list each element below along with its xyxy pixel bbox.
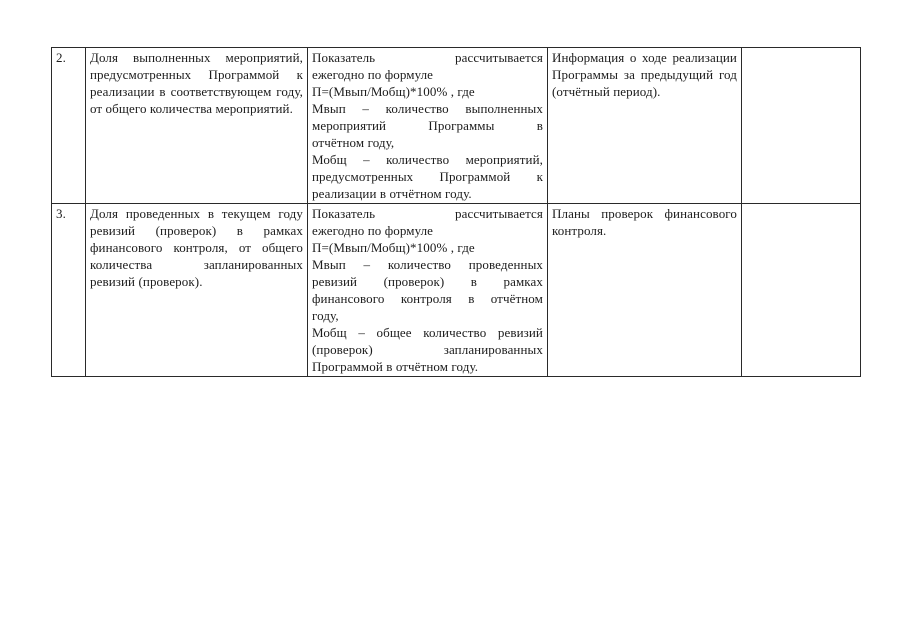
table-row [52,48,861,204]
method-line: Мвып – количество проведенных [312,257,543,272]
indicator-name: Доля выполненных мероприятий, предусмотренных Программой к реализации в соответствующем году, от общего количества мероприятий. [86,48,308,204]
method-line: мероприятий Программы в [312,118,543,133]
indicator-name: Доля проведенных в текущем году ревизий (проверок) в рамках финансового контроля, от общего количества запланированных ревизий (проверок). [86,204,308,377]
method-line: реализации в отчётном году. [312,186,472,201]
extra-cell [742,48,861,204]
method-line: Показатель рассчитывается [312,50,543,65]
method-line: году, [312,308,339,323]
method-line: (проверок) запланированных [312,342,543,357]
table-row [52,204,861,377]
extra-cell [742,204,861,377]
row-number: 2. [52,48,86,204]
method-line: отчётном году, [312,135,395,150]
method-line: Мобщ – количество мероприятий, [312,152,543,167]
method-line: ревизий (проверок) в рамках [312,274,543,289]
method-line: Мобщ – общее количество ревизий [312,325,543,340]
data-source: Планы проверок финансового контроля. [548,204,742,377]
method-line: Показатель рассчитывается [312,206,543,221]
method-line: ежегодно по формуле [312,223,434,238]
method-line: П=(Мвып/Мобщ)*100% , где [312,240,475,255]
method-line: финансового контроля в отчётном [312,291,543,306]
method-line: Мвып – количество выполненных [312,101,543,116]
method-line: ежегодно по формуле [312,67,434,82]
row-number: 3. [52,204,86,377]
calculation-method [308,48,548,204]
method-line: предусмотренных Программой к [312,169,543,184]
method-line: Программой в отчётном году. [312,359,479,374]
indicators-table [51,47,861,377]
method-line: П=(Мвып/Мобщ)*100% , где [312,84,475,99]
calculation-method [308,204,548,377]
data-source: Информация о ходе реализации Программы за предыдущий год (отчётный период). [548,48,742,204]
